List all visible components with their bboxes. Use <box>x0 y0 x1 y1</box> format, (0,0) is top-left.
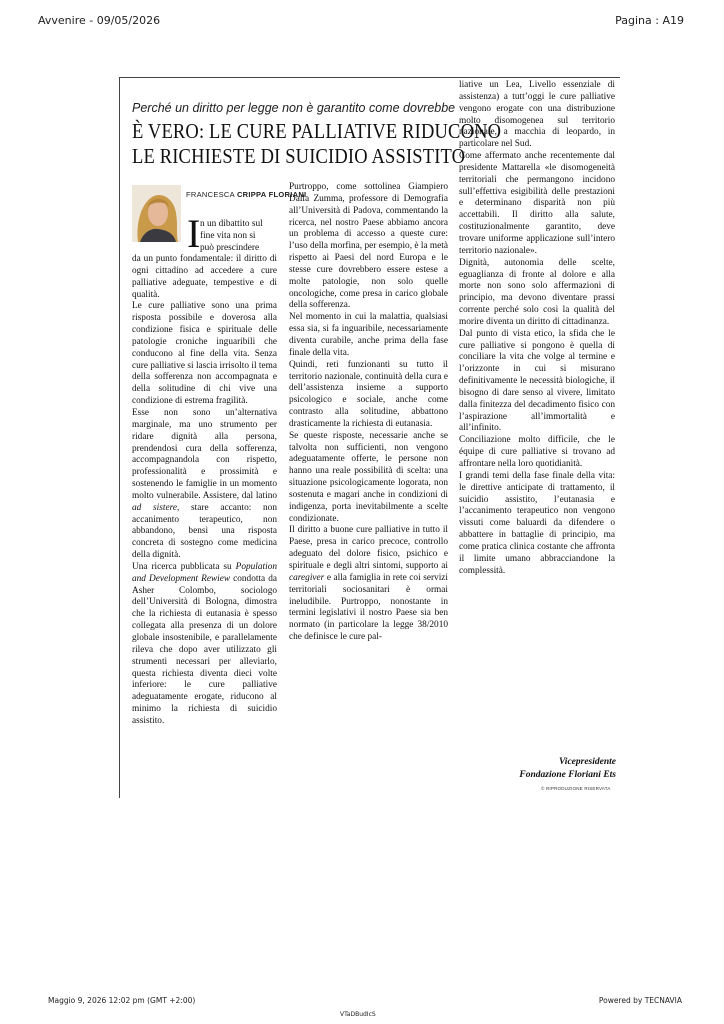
byline-first-name: FRANCESCA <box>186 190 235 199</box>
headline-line-1: È VERO: LE CURE PALLIATIVE RIDUCONO <box>132 119 502 143</box>
article-kicker: Perché un diritto per legge non è garantito come dovrebbe <box>132 101 456 115</box>
headline-line-2: LE RICHIESTE DI SUICIDIO ASSISTITO <box>132 144 466 168</box>
author-photo <box>132 185 181 242</box>
article-headline <box>132 119 502 169</box>
footer-timestamp: Maggio 9, 2026 12:02 pm (GMT +2:00) <box>48 996 196 1005</box>
article-column-2: Purtroppo, come sottolinea Giampiero Dalla Zumma, professore di Demografia all’Università di Padova, commentando la ricerca, nel nostro Paese abbiamo ancora un problema di accesso a queste cure: l’uso della morfina, per esempio, è la metà rispetto ai Paesi del nord Europa e le stesse cure dovrebbero essere estese a molte patologie, non solo quelle oncologiche, come presa in carico globale della sofferenza. Nel momento in cui la malattia, qualsiasi essa sia, si fa inguaribile, necessariamente diventa curabile, anche prima della fase finale della vita. Quindi, reti funzionanti su tutto il territorio nazionale, continuità della cura e dell’assistenza insieme a supporto psicologico e sociale, anche come contrasto alla solitudine, abbattono drasticamente la richiesta di eutanasia. Se queste risposte, necessarie anche se talvolta non sufficienti, non vengono adeguatamente offerte, le persone non hanno una reale possibilità di scelta: una situazione psicologicamente logorata, non sostenuta e magari anche in condizioni di indigenza, porta inevitabilmente a scelte condizionate. Il diritto a buone cure palliative in tutto il Paese, presa in carico precoce, controllo adeguato del dolore fisico, psichico e spirituale e degli altri sintomi, supporto ai caregiver e alla famiglia in rete coi servizi territoriali sociosanitari è ormai ineludibile. Purtroppo, nonostante in termini legislativi il nostro Paese sia ben normato (in particolare la legge 38/2010 che definisce le cure pal- <box>289 182 448 643</box>
footer-code: VTaDBudIcS <box>340 1011 376 1018</box>
article-column-3: liative un Lea, Livello essenziale di assistenza) a tutt’oggi le cure palliative vengono erogate con una distribuzione molto disomogenea sul territorio nazionale, a macchia di leopardo, in particolare nel Sud. Come affermato anche recentemente dal presidente Mattarella «le disomogeneità territoriali che permangono incidono sull’effettiva esigibilità delle prestazioni e determinano disparità non più accettabili. Il diritto alla salute, costituzionalmente garantito, deve trovare uniforme applicazione sull’intero territorio nazionale». Dignità, autonomia delle scelte, eguaglianza di fronte al dolore e alla morte non sono solo affermazioni di principio, ma devono diventare prassi corrente perché solo così la qualità del morire diventa un diritto di cittadinanza. Dal punto di vista etico, la sfida che le cure palliative si pongono è quella di conciliare la vita che volge al termine e l’orizzonte in cui si misurano definitivamente le necessità biologiche, il bisogno di dare senso al vivere, limitato dalla finitezza del decadimento fisico con l’aspirazione all’immortalità e all’infinito. Conciliazione molto difficile, che le équipe di cure palliative si trovano ad affrontare nella loro quotidianità. I grandi temi della fase finale della vita: le direttive anticipate di trattamento, il suicidio assistito, l’eutanasia e l’accanimento terapeutico non vengono vissuti come baluardi da difendere o abbattere in battaglie di principio, ma come pratica clinica costante che affronta il limite umano abbracciandone la complessità. <box>459 80 615 576</box>
article-column-1: da un punto fondamentale: il diritto di ogni cittadino ad accedere a cure palliative adeguate, tempestive e di qualità. Le cure palliative sono una prima risposta possibile e doverosa alla condizione fisica e spirituale delle patologie croniche inguaribili che conducono al fine della vita. Senza cure palliative si lascia irrisolto il tema della sofferenza non accompagnata e della solitudine di chi vive una condizione di estrema fragilità. Esse non sono un’alternativa marginale, ma uno strumento per ridare dignità alla persona, prendendosi cura della sofferenza, accompagnandola con rispetto, professionalità e prossimità e sostenendo le famiglie in un momento molto vulnerabile. Assistere, dal latino ad sistere, stare accanto: non accanimento terapeutico, non abbandono, bensì una risposta concreta di sostegno come medicina della dignità. Una ricerca pubblicata su Population and Development Rewiew condotta da Asher Colombo, sociologo dell’Università di Bologna, dimostra che la richiesta di eutanasia è spesso collegata alla presenza di un dolore globale insostenibile, e parallelamente rileva che dopo aver utilizzato gli strumenti necessari per alleviarlo, questa richiesta diventa dieci volte inferiore: le cure palliative adeguatamente erogate, riducono al minimo la richiesta di suicidio assistito. <box>132 254 277 726</box>
column-1-intro: n un dibattito sul fine vita non si può prescindere <box>200 219 263 253</box>
byline-last-name: CRIPPA FLORIANI <box>236 190 307 199</box>
signature-organization: Fondazione Floriani Ets <box>519 770 616 780</box>
signature-role: Vicepresidente <box>559 757 616 767</box>
header-page-number: Pagina : A19 <box>615 14 684 27</box>
drop-cap: I <box>187 211 201 256</box>
footer-powered-by: Powered by TECNAVIA <box>598 996 682 1005</box>
header-source-date: Avvenire - 09/05/2026 <box>38 14 161 27</box>
copyright-notice: © RIPRODUZIONE RISERVATA <box>541 786 611 791</box>
